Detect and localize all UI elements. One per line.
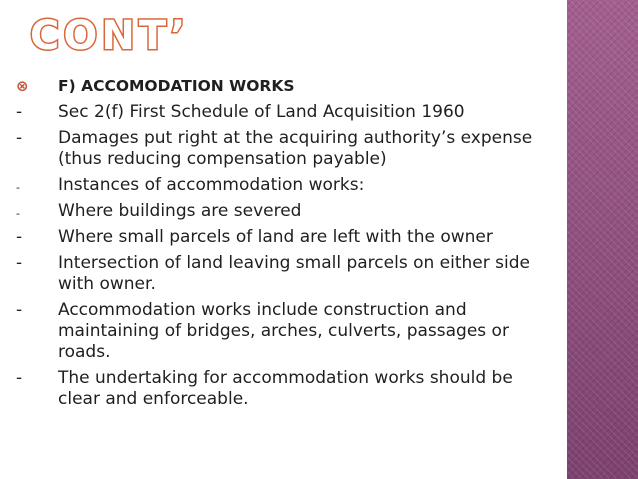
bullet-text: Instances of accommodation works: xyxy=(58,175,365,195)
dash-marker: - xyxy=(16,227,23,247)
slide-title: CONT’ xyxy=(30,13,190,59)
bullet-text: Where buildings are severed xyxy=(58,201,302,221)
bullet-list xyxy=(16,76,556,415)
dash-marker: - xyxy=(16,207,20,220)
bullet-item xyxy=(16,175,556,196)
dash-marker: - xyxy=(16,253,23,273)
bullet-item xyxy=(16,201,556,222)
bullet-text: Intersection of land leaving small parcels on either side with owner. xyxy=(58,253,530,294)
bullet-marker-icon: ⊗ xyxy=(16,77,29,95)
bullet-item xyxy=(16,102,556,123)
bullet-item xyxy=(16,300,556,363)
bullet-item xyxy=(16,253,556,295)
bullet-text: F) ACCOMODATION WORKS xyxy=(58,77,295,95)
dash-marker: - xyxy=(16,300,23,320)
bullet-text: Damages put right at the acquiring authority’s expense (thus reducing compensation payable) xyxy=(58,128,533,169)
bullet-item xyxy=(16,227,556,248)
bullet-text: Accommodation works include construction and maintaining of bridges, arches, culverts, passages or roads. xyxy=(58,300,509,362)
dash-marker: - xyxy=(16,368,23,388)
dash-marker: - xyxy=(16,128,23,148)
dash-marker: - xyxy=(16,102,23,122)
decorative-side-band xyxy=(567,0,638,479)
bullet-text: Sec 2(f) First Schedule of Land Acquisition 1960 xyxy=(58,102,465,122)
bullet-item xyxy=(16,368,556,410)
dash-marker: - xyxy=(16,181,20,194)
bullet-text: Where small parcels of land are left with the owner xyxy=(58,227,493,247)
bullet-item xyxy=(16,128,556,170)
bullet-item-heading xyxy=(16,76,556,97)
bullet-text: The undertaking for accommodation works should be clear and enforceable. xyxy=(58,368,513,409)
